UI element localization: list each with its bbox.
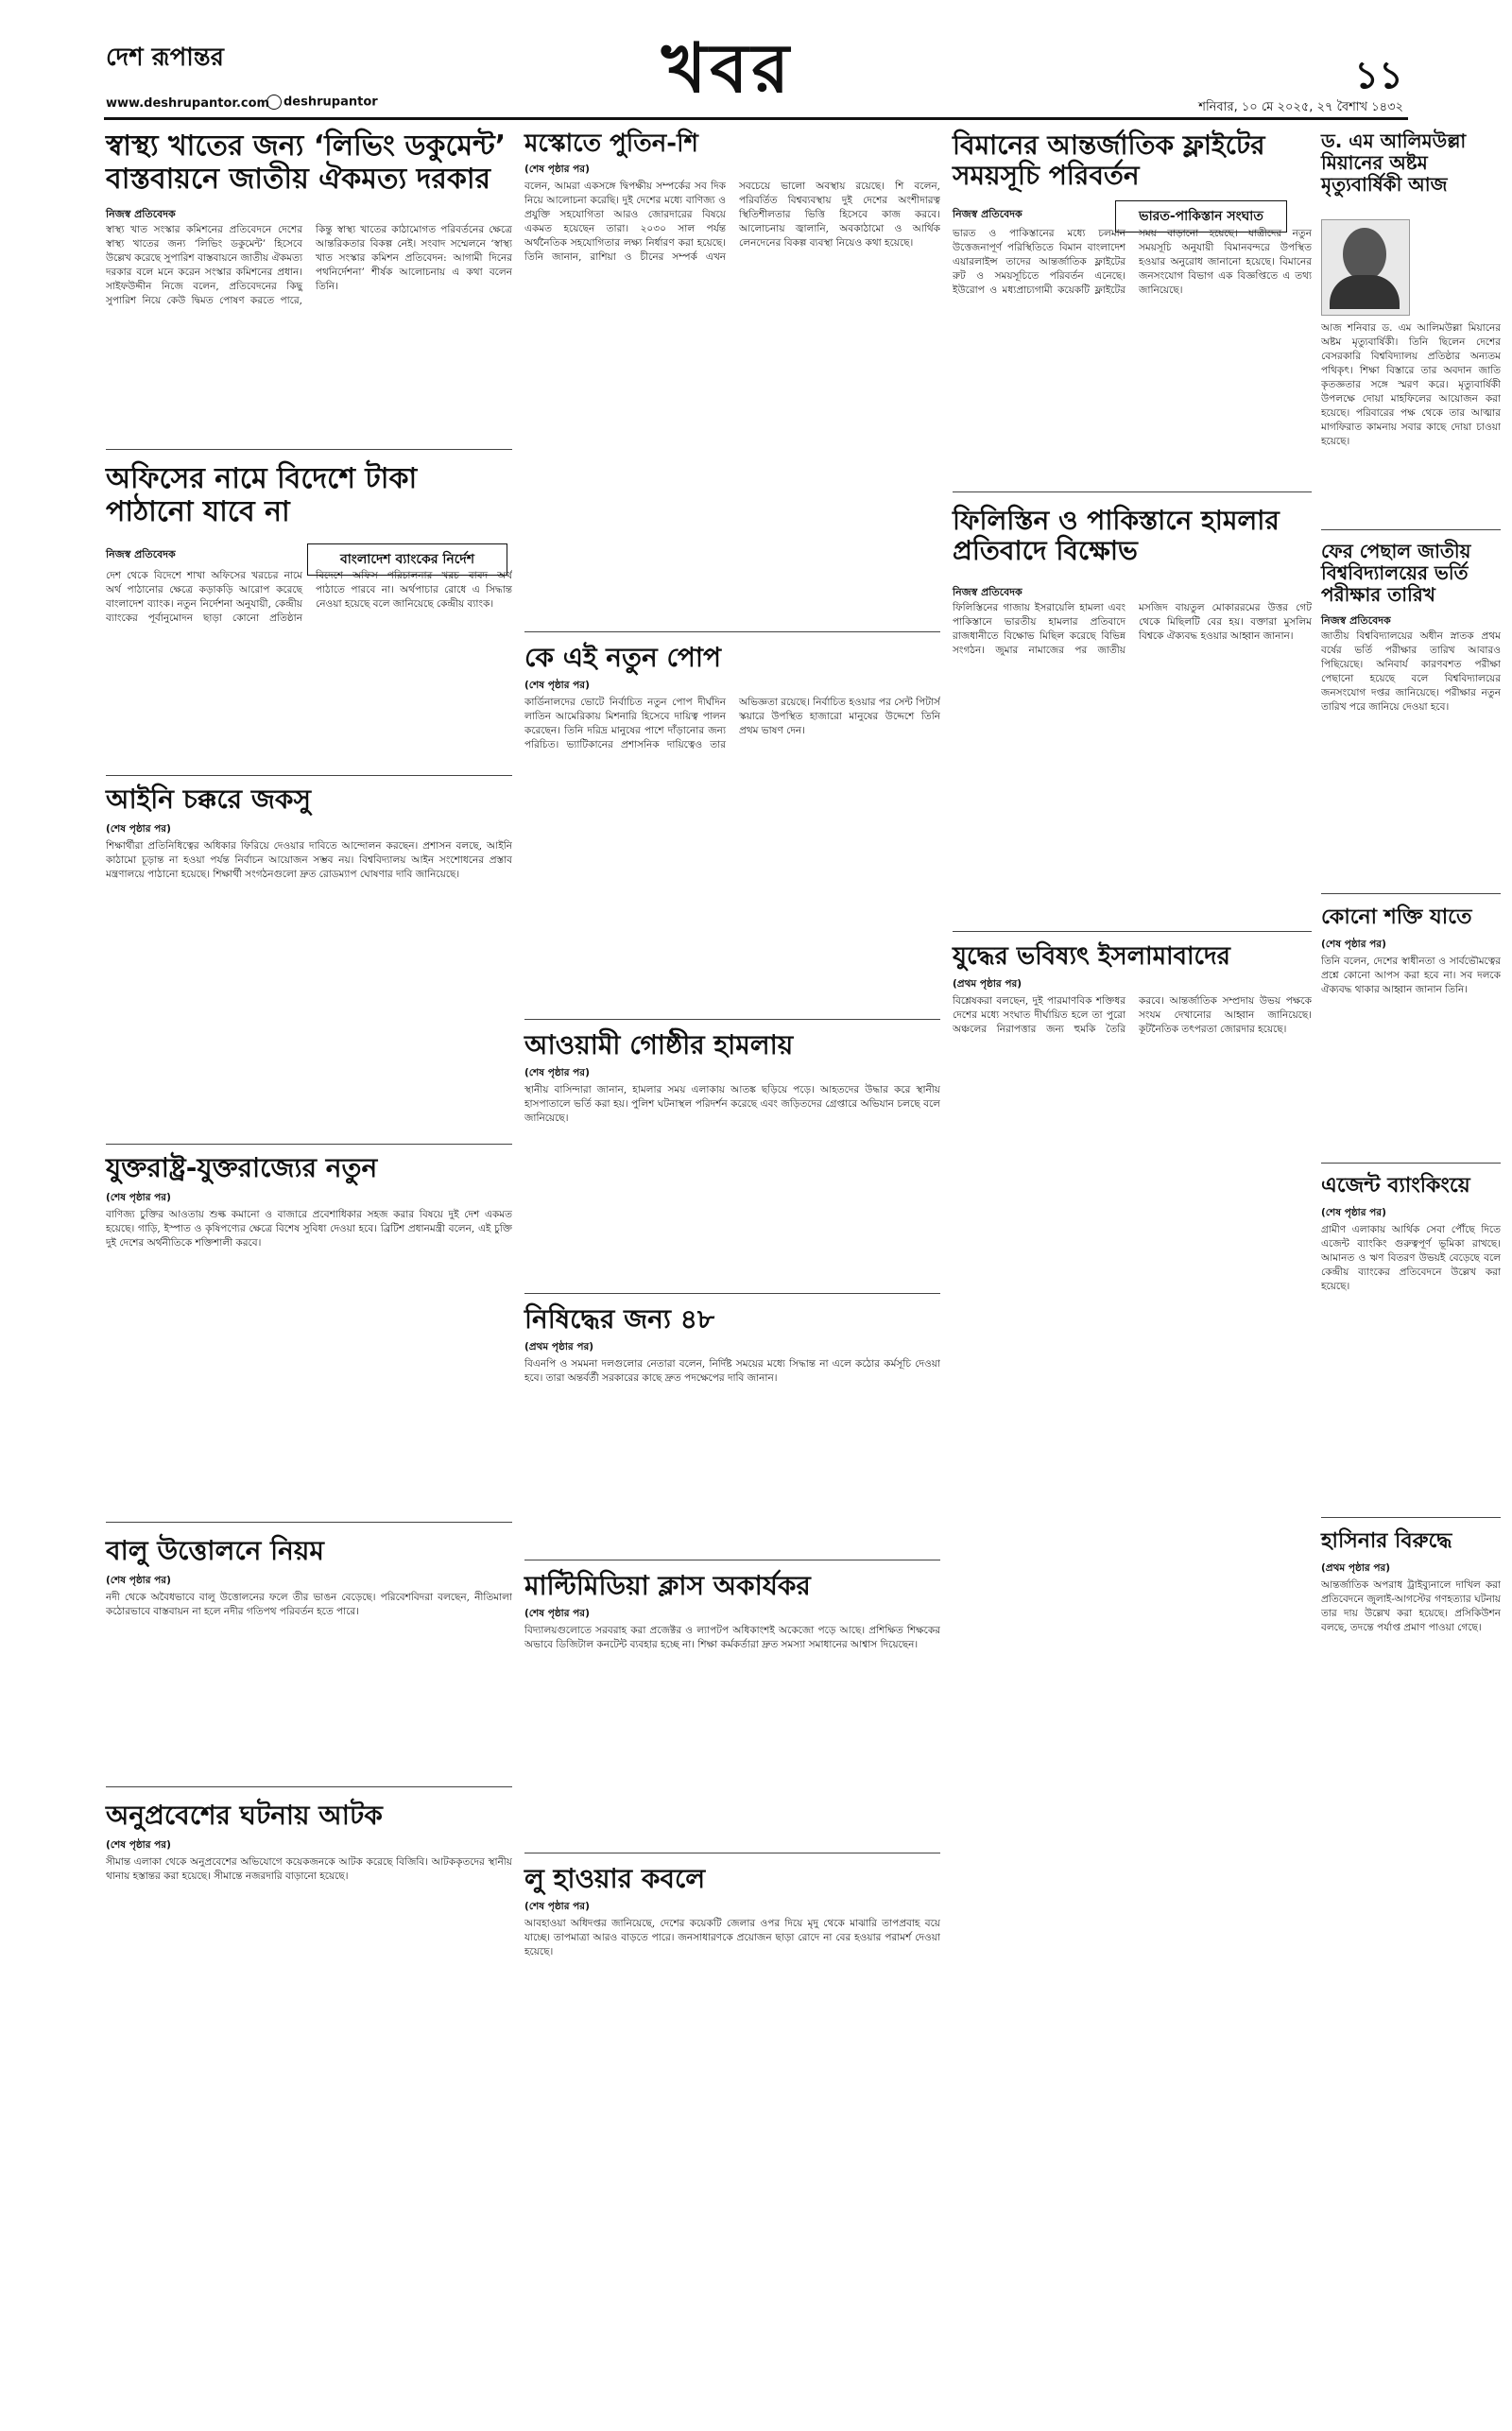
body-nishiddho: বিএনপি ও সমমনা দলগুলোর নেতারা বলেন, নির্দিষ্ট সময়ের মধ্যে সিদ্ধান্ত না এলে কঠোর কর্মসূচি দেওয়া হবে। তারা অন্তর্বর্তী সরকারের কাছে দ্রুত পদক্ষেপের দাবি জানান।	[524, 1358, 940, 1384]
body-konoshakti: তিনি বলেন, দেশের স্বাধীনতা ও সার্বভৌমত্বের প্রশ্নে কোনো আপস করা হবে না। সব দলকে ঐক্যবদ্ধ থাকার আহ্বান জানান তিনি।	[1321, 956, 1501, 995]
body-war: বিশ্লেষকরা বলছেন, দুই পারমাণবিক শক্তিধর দেশের মধ্যে সংঘাত দীর্ঘায়িত হলে তা পুরো অঞ্চলের নিরাপত্তার জন্য হুমকি তৈরি করবে। আন্তর্জাতিক সম্প্রদায় উভয় পক্ষকে সংযম দেখানোর আহ্বান জানিয়েছে। কূটনৈতিক তৎপরতা জোরদার হয়েছে।	[953, 995, 1312, 1035]
continued-konoshakti: (শেষ পৃষ্ঠার পর)	[1321, 939, 1386, 950]
headline-konoshakti[interactable]: কোনো শক্তি যাতে	[1321, 905, 1472, 929]
body-awami: স্থানীয় বাসিন্দারা জানান, হামলার সময় এলাকায় আতঙ্ক ছড়িয়ে পড়ে। আহতদের উদ্ধার করে স্থানীয় হাসপাতালে ভর্তি করা হয়। পুলিশ ঘটনাস্থল পরিদর্শন করেছে এবং জড়িতদের গ্রেপ্তারে অভিযান চলছে বলে জানিয়েছে।	[524, 1084, 940, 1124]
headline-balu[interactable]: বালু উত্তোলনে নিয়ম	[106, 1535, 324, 1566]
headline-pope[interactable]: কে এই নতুন পোপ	[524, 642, 721, 673]
headline-admission[interactable]: ফের পেছাল জাতীয় বিশ্ববিদ্যালয়ের ভর্তি পরীক্ষার তারিখ	[1321, 540, 1471, 606]
continued-multimedia: (শেষ পৃষ্ঠার পর)	[524, 1608, 590, 1619]
body-agent: গ্রামীণ এলাকায় আর্থিক সেবা পৌঁছে দিতে এজেন্ট ব্যাংকিং গুরুত্বপূর্ণ ভূমিকা রাখছে। আমানত ও ঋণ বিতরণ উভয়ই বেড়েছে বলে কেন্দ্রীয় ব্যাংকের প্রতিবেদনে উল্লেখ করা হয়েছে।	[1321, 1224, 1501, 1292]
body-anupravesh: সীমান্ত এলাকা থেকে অনুপ্রবেশের অভিযোগে কয়েকজনকে আটক করেছে বিজিবি। আটককৃতদের স্থানীয় থানায় হস্তান্তর করা হয়েছে। সীমান্তে নজরদারি বাড়ানো হয়েছে।	[106, 1856, 512, 1882]
continued-hasina: (প্রথম পৃষ্ঠার পর)	[1321, 1562, 1391, 1574]
body-multimedia: বিদ্যালয়গুলোতে সরবরাহ করা প্রজেক্টর ও ল্যাপটপ অধিকাংশই অকেজো পড়ে আছে। প্রশিক্ষিত শিক্ষকের অভাবে ডিজিটাল কনটেন্ট ব্যবহার হচ্ছে না। শিক্ষা কর্মকর্তারা দ্রুত সমস্যা সমাধানের আশ্বাস দিয়েছেন।	[524, 1625, 940, 1650]
body-moscow: বলেন, আমরা একসঙ্গে দ্বিপক্ষীয় সম্পর্কের সব দিক নিয়ে আলোচনা করেছি। দুই দেশের মধ্যে বাণিজ্য ও প্রযুক্তি সহযোগিতা আরও জোরদারের বিষয়ে একমত হয়েছেন তারা। ২০৩০ সাল পর্যন্ত অর্থনৈতিক সহযোগিতার লক্ষ্য নির্ধারণ করা হয়েছে। তিনি জানান, রাশিয়া ও চীনের সম্পর্ক এখন সবচেয়ে ভালো অবস্থায় রয়েছে। শি বলেন, পরিবর্তিত বিশ্বব্যবস্থায় দুই দেশের অংশীদারত্ব স্থিতিশীলতার ভিত্তি হিসেবে কাজ করবে। আলোচনায় জ্বালানি, অবকাঠামো ও আর্থিক লেনদেনের বিকল্প ব্যবস্থা নিয়েও কথা হয়েছে।	[524, 181, 940, 263]
byline-palestine: নিজস্ব প্রতিবেদক	[953, 586, 1022, 598]
headline-hasina[interactable]: হাসিনার বিরুদ্ধে	[1321, 1529, 1452, 1553]
headline-moscow[interactable]: মস্কোতে পুতিন-শি	[524, 129, 698, 158]
byline-money: নিজস্ব প্রতিবেদক	[106, 548, 176, 560]
headline-money[interactable]: অফিসের নামে বিদেশে টাকা পাঠানো যাবে না	[106, 462, 418, 528]
divider	[1321, 893, 1501, 894]
divider	[524, 1019, 940, 1020]
headline-jamuna[interactable]: আইনি চক্করে জকসু	[106, 784, 311, 815]
byline-airspace: নিজস্ব প্রতিবেদক	[953, 208, 1022, 220]
divider	[106, 1144, 512, 1145]
headline-palestine[interactable]: ফিলিস্তিন ও পাকিস্তানে হামলার প্রতিবাদে বিক্ষোভ	[953, 505, 1280, 567]
divider	[106, 1522, 512, 1523]
headline-nishiddho[interactable]: নিষিদ্ধের জন্য ৪৮	[524, 1303, 715, 1335]
headline-awami[interactable]: আওয়ামী গোষ্ঠীর হামলায়	[524, 1029, 794, 1060]
divider	[524, 631, 940, 632]
divider	[106, 775, 512, 776]
facebook-icon	[266, 95, 282, 110]
divider	[106, 1786, 512, 1787]
body-money: দেশ থেকে বিদেশে শাখা অফিসের খরচের নামে অর্থ পাঠানোর ক্ষেত্রে কড়াকড়ি আরোপ করেছে বাংলাদেশ ব্যাংক। নতুন নির্দেশনা অনুযায়ী, কেন্দ্রীয় ব্যাংকের পূর্বানুমোদন ছাড়া কোনো প্রতিষ্ঠান বিদেশে অফিস পরিচালনার খরচ বাবদ অর্থ পাঠাতে পারবে না। অর্থপাচার রোধে এ সিদ্ধান্ত নেওয়া হয়েছে বলে জানিয়েছে কেন্দ্রীয় ব্যাংক।	[106, 570, 512, 624]
continued-anupravesh: (শেষ পৃষ্ঠার পর)	[106, 1839, 171, 1851]
headline-alimullah[interactable]: ড. এম আলিমউল্লা মিয়ানের অষ্টম মৃত্যুবার্ষিকী আজ	[1321, 129, 1467, 196]
divider	[1321, 1517, 1501, 1518]
body-admission: জাতীয় বিশ্ববিদ্যালয়ের অধীন স্নাতক প্রথম বর্ষের ভর্তি পরীক্ষার তারিখ আবারও পিছিয়েছে। অনিবার্য কারণবশত পরীক্ষা পেছানো হয়েছে বলে বিশ্ববিদ্যালয়ের জনসংযোগ দপ্তর জানিয়েছে। পরীক্ষার নতুন তারিখ পরে জানিয়ে দেওয়া হবে।	[1321, 630, 1501, 713]
continued-balu: (শেষ পৃষ্ঠার পর)	[106, 1575, 171, 1586]
page-number: ১১	[1354, 53, 1403, 97]
continued-war: (প্রথম পৃষ্ঠার পর)	[953, 978, 1022, 990]
headline-health[interactable]: স্বাস্থ্য খাতের জন্য ‘লিভিং ডকুমেন্ট’ বাস্তবায়নে জাতীয় ঐকমত্য দরকার	[106, 129, 507, 196]
divider	[953, 931, 1312, 932]
masthead-rule	[104, 117, 1408, 120]
divider	[1321, 1163, 1501, 1164]
divider	[106, 449, 512, 450]
divider	[524, 1293, 940, 1294]
continued-agent: (শেষ পৃষ্ঠার পর)	[1321, 1207, 1386, 1218]
continued-awami: (শেষ পৃষ্ঠার পর)	[524, 1067, 590, 1078]
portrait-suit	[1330, 275, 1400, 309]
headline-agent[interactable]: এজেন্ট ব্যাংকিংয়ে	[1321, 1174, 1470, 1198]
divider	[1321, 529, 1501, 530]
body-airspace: ভারত ও পাকিস্তানের মধ্যে চলমান উত্তেজনাপূর্ণ পরিস্থিতিতে বিমান বাংলাদেশ এয়ারলাইন্স তাদের আন্তর্জাতিক ফ্লাইটের রুট ও সময়সূচিতে পরিবর্তন এনেছে। ইউরোপ ও মধ্যপ্রাচ্যগামী কয়েকটি ফ্লাইটের সময় বাড়ানো হয়েছে। যাত্রীদের নতুন সময়সূচি অনুযায়ী বিমানবন্দরে উপস্থিত হওয়ার অনুরোধ জানানো হয়েছে। বিমানের জনসংযোগ বিভাগ এক বিজ্ঞপ্তিতে এ তথ্য জানিয়েছে।	[953, 228, 1312, 296]
body-lu: আবহাওয়া অধিদপ্তর জানিয়েছে, দেশের কয়েকটি জেলার ওপর দিয়ে মৃদু থেকে মাঝারি তাপপ্রবাহ বয়ে যাচ্ছে। তাপমাত্রা আরও বাড়তে পারে। জনসাধারণকে প্রয়োজন ছাড়া রোদে না বের হওয়ার পরামর্শ দেওয়া হয়েছে।	[524, 1918, 940, 1957]
body-usuk: বাণিজ্য চুক্তির আওতায় শুল্ক কমানো ও বাজারে প্রবেশাধিকার সহজ করার বিষয়ে দুই দেশ একমত হয়েছে। গাড়ি, ইস্পাত ও কৃষিপণ্যের ক্ষেত্রে বিশেষ সুবিধা দেওয়া হবে। ব্রিটিশ প্রধানমন্ত্রী বলেন, এই চুক্তি দুই দেশের অর্থনীতিকে শক্তিশালী করবে।	[106, 1209, 512, 1249]
body-health: স্বাস্থ্য খাত সংস্কার কমিশনের প্রতিবেদনে দেশের স্বাস্থ্য খাতের জন্য ‘লিভিং ডকুমেন্ট’ হিসেবে উল্লেখ করেছে সুপারিশ বাস্তবায়নে জাতীয় ঐকমত্য দরকার বলে মনে করেন সংস্কার কমিশনের প্রধান। সাইফউদ্দীন নিজে বলেন, প্রতিবেদনের কিছু সুপারিশ নিয়ে কেউ দ্বিমত পোষণ করতে পারে, কিন্তু স্বাস্থ্য খাতের কাঠামোগত পরিবর্তনের ক্ষেত্রে আন্তরিকতার বিকল্প নেই। সংবাদ সম্মেলনে ‘স্বাস্থ্য খাত সংস্কার কমিশন প্রতিবেদন: আগামী দিনের পথনির্দেশনা’ শীর্ষক আলোচনায় এ কথা বলেন তিনি।	[106, 224, 512, 306]
portrait-photo	[1321, 219, 1410, 316]
continued-pope: (শেষ পৃষ্ঠার পর)	[524, 680, 590, 691]
headline-war[interactable]: যুদ্ধের ভবিষ্যৎ ইসলামাবাদের	[953, 942, 1230, 971]
headline-lu[interactable]: লু হাওয়ার কবলে	[524, 1863, 706, 1894]
social-handle[interactable]	[266, 95, 378, 110]
kicker-money: বাংলাদেশ ব্যাংকের নির্দেশ	[307, 543, 507, 576]
continued-nishiddho: (প্রথম পৃষ্ঠার পর)	[524, 1341, 594, 1353]
headline-usuk[interactable]: যুক্তরাষ্ট্র-যুক্তরাজ্যের নতুন	[106, 1152, 378, 1183]
issue-date: শনিবার, ১০ মে ২০২৫, ২৭ বৈশাখ ১৪৩২	[1198, 100, 1403, 114]
publication-logo[interactable]: দেশ রূপান্তর	[106, 43, 224, 72]
social-handle-text: deshrupantor	[284, 95, 378, 110]
section-title: খবর	[662, 27, 793, 108]
body-alimullah: আজ শনিবার ড. এম আলিমউল্লা মিয়ানের অষ্টম মৃত্যুবার্ষিকী। তিনি ছিলেন দেশের বেসরকারি বিশ্ববিদ্যালয় প্রতিষ্ঠার অন্যতম পথিকৃৎ। শিক্ষা বিস্তারে তার অবদান জাতি কৃতজ্ঞতার সঙ্গে স্মরণ করে। মৃত্যুবার্ষিকী উপলক্ষে দোয়া মাহফিলের আয়োজন করা হয়েছে। পরিবারের পক্ষ থেকে তার আত্মার মাগফিরাত কামনায় সবার কাছে দোয়া চাওয়া হয়েছে।	[1321, 322, 1501, 447]
divider	[953, 491, 1312, 492]
continued-usuk: (শেষ পৃষ্ঠার পর)	[106, 1192, 171, 1203]
kicker-airspace: ভারত-পাকিস্তান সংঘাত	[1115, 200, 1287, 233]
headline-airspace[interactable]: বিমানের আন্তর্জাতিক ফ্লাইটের সময়সূচি পরিবর্তন	[953, 129, 1265, 192]
headline-anupravesh[interactable]: অনুপ্রবেশের ঘটনায় আটক	[106, 1800, 383, 1831]
byline-health: নিজস্ব প্রতিবেদক	[106, 208, 176, 220]
body-palestine: ফিলিস্তিনের গাজায় ইসরায়েলি হামলা এবং পাকিস্তানে ভারতীয় হামলার প্রতিবাদে রাজধানীতে বিক্ষোভ মিছিল করেছে বিভিন্ন সংগঠন। জুমার নামাজের পর জাতীয় মসজিদ বায়তুল মোকাররমের উত্তর গেট থেকে মিছিলটি বের হয়। বক্তারা মুসলিম বিশ্বকে ঐক্যবদ্ধ হওয়ার আহ্বান জানান।	[953, 602, 1312, 656]
byline-admission: নিজস্ব প্রতিবেদক	[1321, 614, 1391, 627]
website-link[interactable]: www.deshrupantor.com	[106, 96, 270, 111]
body-jamuna: শিক্ষার্থীরা প্রতিনিধিত্বের অধিকার ফিরিয়ে দেওয়ার দাবিতে আন্দোলন করছেন। প্রশাসন বলছে, আইনি কাঠামো চূড়ান্ত না হওয়া পর্যন্ত নির্বাচন আয়োজন সম্ভব নয়। বিশ্ববিদ্যালয় আইন সংশোধনের প্রস্তাব মন্ত্রণালয়ে পাঠানো হয়েছে। শিক্ষার্থী সংগঠনগুলো দ্রুত রোডম্যাপ ঘোষণার দাবি জানিয়েছে।	[106, 840, 512, 880]
headline-multimedia[interactable]: মাল্টিমিডিয়া ক্লাস অকার্যকর	[524, 1570, 811, 1601]
body-hasina: আন্তর্জাতিক অপরাধ ট্রাইব্যুনালে দাখিল করা প্রতিবেদনে জুলাই-আগস্টের গণহত্যার ঘটনায় তার দায় উল্লেখ করা হয়েছে। প্রসিকিউশন বলছে, তদন্তে পর্যাপ্ত প্রমাণ পাওয়া গেছে।	[1321, 1579, 1501, 1633]
portrait-face	[1343, 228, 1386, 281]
continued-moscow: (শেষ পৃষ্ঠার পর)	[524, 164, 590, 175]
continued-jamuna: (শেষ পৃষ্ঠার পর)	[106, 823, 171, 835]
body-pope: কার্ডিনালদের ভোটে নির্বাচিত নতুন পোপ দীর্ঘদিন লাতিন আমেরিকায় মিশনারি হিসেবে দায়িত্ব পালন করেছেন। তিনি দরিদ্র মানুষের পাশে দাঁড়ানোর জন্য পরিচিত। ভ্যাটিকানের প্রশাসনিক দায়িত্বেও তার অভিজ্ঞতা রয়েছে। নির্বাচিত হওয়ার পর সেন্ট পিটার্স স্কয়ারে উপস্থিত হাজারো মানুষের উদ্দেশে তিনি প্রথম ভাষণ দেন।	[524, 697, 940, 750]
body-balu: নদী থেকে অবৈধভাবে বালু উত্তোলনের ফলে তীর ভাঙন বেড়েছে। পরিবেশবিদরা বলছেন, নীতিমালা কঠোরভাবে বাস্তবায়ন না হলে নদীর গতিপথ পরিবর্তন হতে পারে।	[106, 1592, 512, 1617]
continued-lu: (শেষ পৃষ্ঠার পর)	[524, 1901, 590, 1912]
